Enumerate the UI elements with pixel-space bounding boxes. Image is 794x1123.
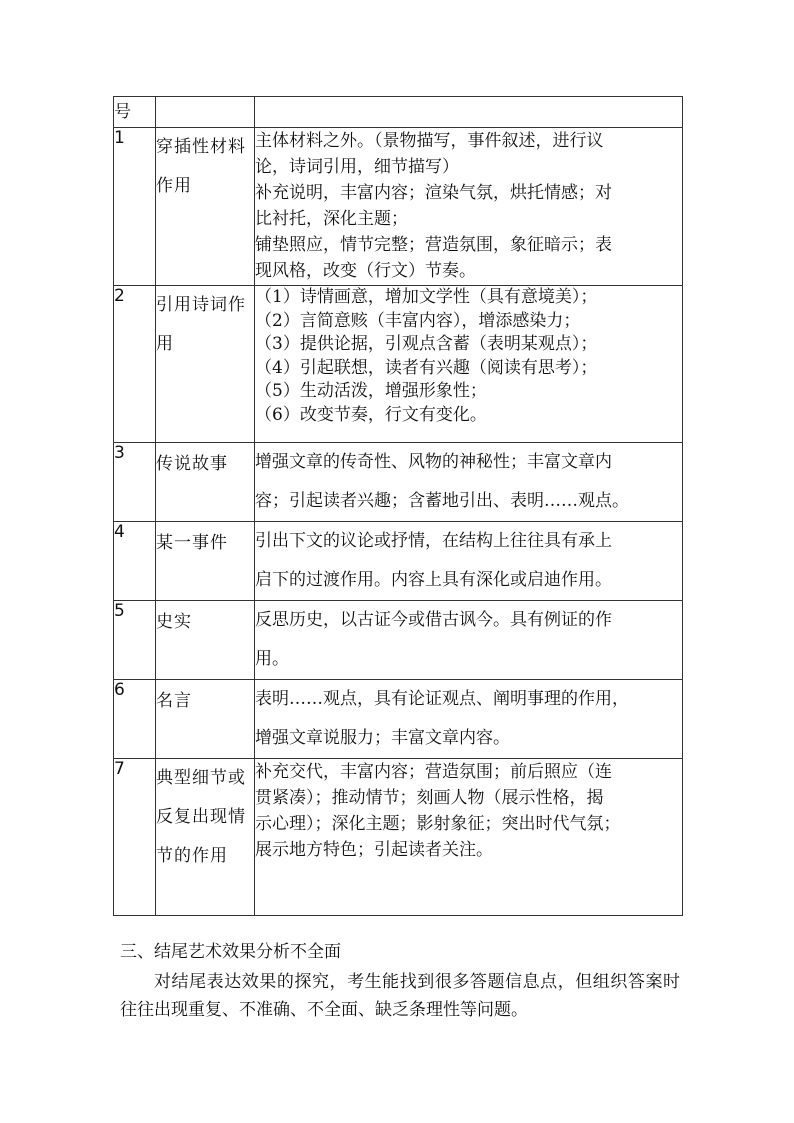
content-line: 主体材料之外。（景物描写，事件叙述，进行议 xyxy=(255,131,604,151)
content-line: 示心理）；深化主题；影射象征；突出时代气氛； xyxy=(255,814,621,834)
table-row xyxy=(114,601,683,680)
row-content xyxy=(255,286,683,443)
content-line: 铺垫照应，情节完整；营造氛围，象征暗示；表 xyxy=(255,235,612,255)
table-row xyxy=(114,443,683,522)
content-line: 补充交代，丰富内容；营造氛围；前后照应（连 xyxy=(255,762,612,782)
content-line: 反思历史，以古证今或借古讽今。具有例证的作 xyxy=(255,610,612,630)
row-number: 2 xyxy=(114,286,156,443)
row-number: 3 xyxy=(114,443,156,522)
content-line: 表明……观点，具有论证观点、阐明事理的作用， xyxy=(255,689,629,709)
row-content xyxy=(255,128,683,286)
content-line: 增强文章说服力；丰富文章内容。 xyxy=(255,728,510,748)
content-line: 论，诗词引用，细节描写） xyxy=(255,157,459,177)
content-line: （6）改变节奏，行文有变化。 xyxy=(255,404,487,425)
row-name: 某一事件 xyxy=(156,522,255,601)
table-row xyxy=(114,522,683,601)
content-line: 启下的过渡作用。内容上具有深化或启迪作用。 xyxy=(255,570,612,590)
content-line: 增强文章的传奇性、风物的神秘性；丰富文章内 xyxy=(255,452,612,472)
content-line: （2）言简意赅（丰富内容），增添感染力； xyxy=(255,310,581,331)
row-name: 典型细节或反复出现情节的作用 xyxy=(156,759,255,916)
content-line: （4）引起联想，读者有兴趣（阅读有思考）； xyxy=(255,357,598,378)
row-name: 史实 xyxy=(156,601,255,680)
row-content xyxy=(255,522,683,601)
row-content xyxy=(255,443,683,522)
content-line: 用。 xyxy=(255,649,289,669)
content-line: 容；引起读者兴趣；含蓄地引出、表明……观点。 xyxy=(255,491,629,511)
table-row xyxy=(114,680,683,759)
row-name: 名言 xyxy=(156,680,255,759)
content-line: 比衬托，深化主题； xyxy=(255,209,408,229)
row-content xyxy=(255,759,683,916)
header-content-cell xyxy=(255,97,683,128)
table-row xyxy=(114,286,683,443)
table-row xyxy=(114,759,683,916)
row-number: 7 xyxy=(114,759,156,916)
content-line: （3）提供论据，引观点含蓄（表明某观点）； xyxy=(255,334,598,354)
row-name: 传说故事 xyxy=(156,443,255,522)
content-line: 贯紧凑）；推动情节；刻画人物（展示性格，揭 xyxy=(255,788,604,808)
table-header-row xyxy=(114,97,683,128)
content-line: （1）诗情画意，增加文学性（具有意境美）； xyxy=(255,287,598,307)
content-line: （5）生动活泼，增强形象性； xyxy=(255,381,487,401)
header-name-cell xyxy=(156,97,255,128)
row-content xyxy=(255,601,683,680)
row-content xyxy=(255,680,683,759)
row-name: 引用诗词作用 xyxy=(156,286,255,443)
row-number: 5 xyxy=(114,601,156,680)
section-heading: 三、结尾艺术效果分析不全面 xyxy=(120,942,341,962)
row-number: 6 xyxy=(114,680,156,759)
content-line: 现风格，改变（行文）节奏。 xyxy=(255,261,476,281)
row-name: 穿插性材料作用 xyxy=(156,128,255,286)
row-number: 4 xyxy=(114,522,156,601)
body-paragraph: 对结尾表达效果的探究，考生能找到很多答题信息点，但组织答案时往往出现重复、不准确、不全面、缺乏条理性等问题。 xyxy=(120,972,680,1020)
table-row xyxy=(114,128,683,286)
content-table xyxy=(113,96,683,916)
content-line: 补充说明，丰富内容；渲染气氛，烘托情感；对 xyxy=(255,183,612,203)
header-num-cell: 号 xyxy=(114,97,156,128)
content-line: 展示地方特色；引起读者关注。 xyxy=(255,840,493,860)
row-number: 1 xyxy=(114,128,156,286)
content-line: 引出下文的议论或抒情，在结构上往往具有承上 xyxy=(255,531,612,551)
